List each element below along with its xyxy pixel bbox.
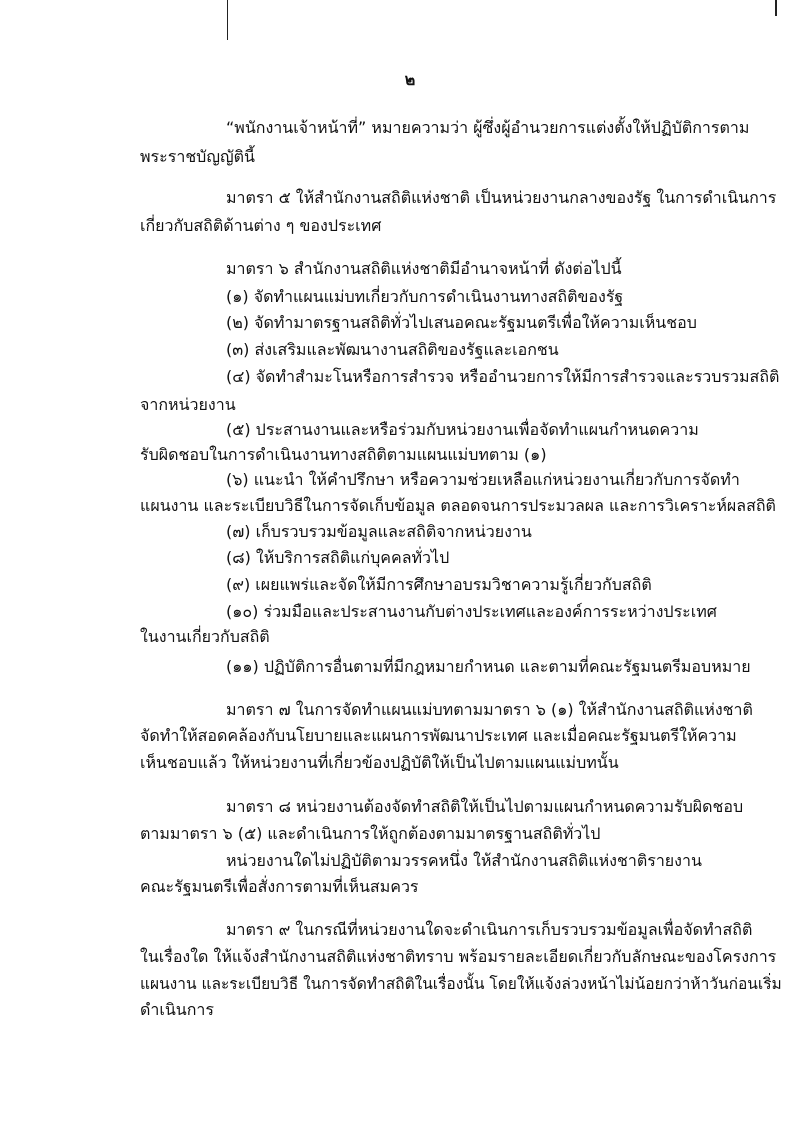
section-6-item-6-line-1: (๖) แนะนำ ให้คำปรึกษา หรือความช่วยเหลือแก่หน่วยงานเกี่ยวกับการจัดทำ <box>226 470 740 489</box>
section-5-line-1: มาตรา ๕ ให้สำนักงานสถิติแห่งชาติ เป็นหน่วยงานกลางของรัฐ ในการดำเนินการ <box>226 188 777 207</box>
section-6-item-11: (๑๑) ปฏิบัติการอื่นตามที่มีกฎหมายกำหนด และตามที่คณะรัฐมนตรีมอบหมาย <box>226 657 751 676</box>
section-8-line-3: หน่วยงานใดไม่ปฏิบัติตามวรรคหนึ่ง ให้สำนักงานสถิติแห่งชาติรายงาน <box>226 851 702 870</box>
section-6-item-10-line-1: (๑๐) ร่วมมือและประสานงานกับต่างประเทศและองค์การระหว่างประเทศ <box>226 602 717 621</box>
section-9-line-3: แผนงาน และระเบียบวิธี ในการจัดทำสถิติในเรื่องนั้น โดยให้แจ้งล่วงหน้าไม่น้อยกว่าห้าวันก่อนเริ่ม <box>140 975 782 993</box>
section-6-item-1: (๑) จัดทำแผนแม่บทเกี่ยวกับการดำเนินงานทางสถิติของรัฐ <box>226 287 624 306</box>
section-6-item-6-line-2: แผนงาน และระเบียบวิธีในการจัดเก็บข้อมูล ตลอดจนการประมวลผล และการวิเคราะห์ผลสถิติ <box>140 496 776 515</box>
section-6-item-5-line-2: รับผิดชอบในการดำเนินงานทางสถิติตามแผนแม่บทตาม (๑) <box>140 445 547 464</box>
definition-line-1: “พนักงานเจ้าหน้าที่” หมายความว่า ผู้ซึ่งผู้อำนวยการแต่งตั้งให้ปฏิบัติการตาม <box>226 118 750 137</box>
definition-line-2: พระราชบัญญัตินี้ <box>140 147 255 166</box>
section-6-item-10-line-2: ในงานเกี่ยวกับสถิติ <box>140 627 270 646</box>
section-6-item-9: (๙) เผยแพร่และจัดให้มีการศึกษาอบรมวิชาความรู้เกี่ยวกับสถิติ <box>226 575 652 594</box>
scan-mark-top <box>227 0 228 40</box>
section-8-line-4: คณะรัฐมนตรีเพื่อสั่งการตามที่เห็นสมควร <box>140 877 419 896</box>
section-6-item-3: (๓) ส่งเสริมและพัฒนางานสถิติของรัฐและเอกชน <box>226 340 559 359</box>
section-8-line-1: มาตรา ๘ หน่วยงานต้องจัดทำสถิติให้เป็นไปตามแผนกำหนดความรับผิดชอบ <box>226 797 744 816</box>
page-number: ๒ <box>404 70 416 89</box>
section-7-line-3: เห็นชอบแล้ว ให้หน่วยงานที่เกี่ยวข้องปฏิบัติให้เป็นไปตามแผนแม่บทนั้น <box>140 753 619 772</box>
section-6-item-7: (๗) เก็บรวบรวมข้อมูลและสถิติจากหน่วยงาน <box>226 522 532 541</box>
section-9-line-4: ดำเนินการ <box>140 1000 214 1019</box>
section-6-item-4-line-2: จากหน่วยงาน <box>140 395 236 414</box>
section-7-line-1: มาตรา ๗ ในการจัดทำแผนแม่บทตามมาตรา ๖ (๑) ให้สำนักงานสถิติแห่งชาติ <box>226 700 753 719</box>
section-6-item-4-line-1: (๔) จัดทำสำมะโนหรือการสำรวจ หรืออำนวยการให้มีการสำรวจและรวบรวมสถิติ <box>226 367 780 386</box>
section-9-line-2: ในเรื่องใด ให้แจ้งสำนักงานสถิติแห่งชาติทราบ พร้อมรายละเอียดเกี่ยวกับลักษณะของโครงการ <box>140 947 777 966</box>
section-5-line-2: เกี่ยวกับสถิติด้านต่าง ๆ ของประเทศ <box>140 216 382 235</box>
section-7-line-2: จัดทำให้สอดคล้องกับนโยบายและแผนการพัฒนาประเทศ และเมื่อคณะรัฐมนตรีให้ความ <box>140 726 737 745</box>
section-6-item-5-line-1: (๕) ประสานงานและหรือร่วมกับหน่วยงานเพื่อจัดทำแผนกำหนดความ <box>226 420 699 439</box>
section-6-heading: มาตรา ๖ สำนักงานสถิติแห่งชาติมีอำนาจหน้าที่ ดังต่อไปนี้ <box>226 259 622 278</box>
section-6-item-8: (๘) ให้บริการสถิติแก่บุคคลทั่วไป <box>226 548 450 567</box>
section-8-line-2: ตามมาตรา ๖ (๕) และดำเนินการให้ถูกต้องตามมาตรฐานสถิติทั่วไป <box>140 824 601 843</box>
section-6-item-2: (๒) จัดทำมาตรฐานสถิติทั่วไปเสนอคณะรัฐมนตรีเพื่อให้ความเห็นชอบ <box>226 313 697 332</box>
section-9-line-1: มาตรา ๙ ในกรณีที่หน่วยงานใดจะดำเนินการเก็บรวบรวมข้อมูลเพื่อจัดทำสถิติ <box>226 920 753 939</box>
scan-mark-top-right <box>775 0 777 16</box>
